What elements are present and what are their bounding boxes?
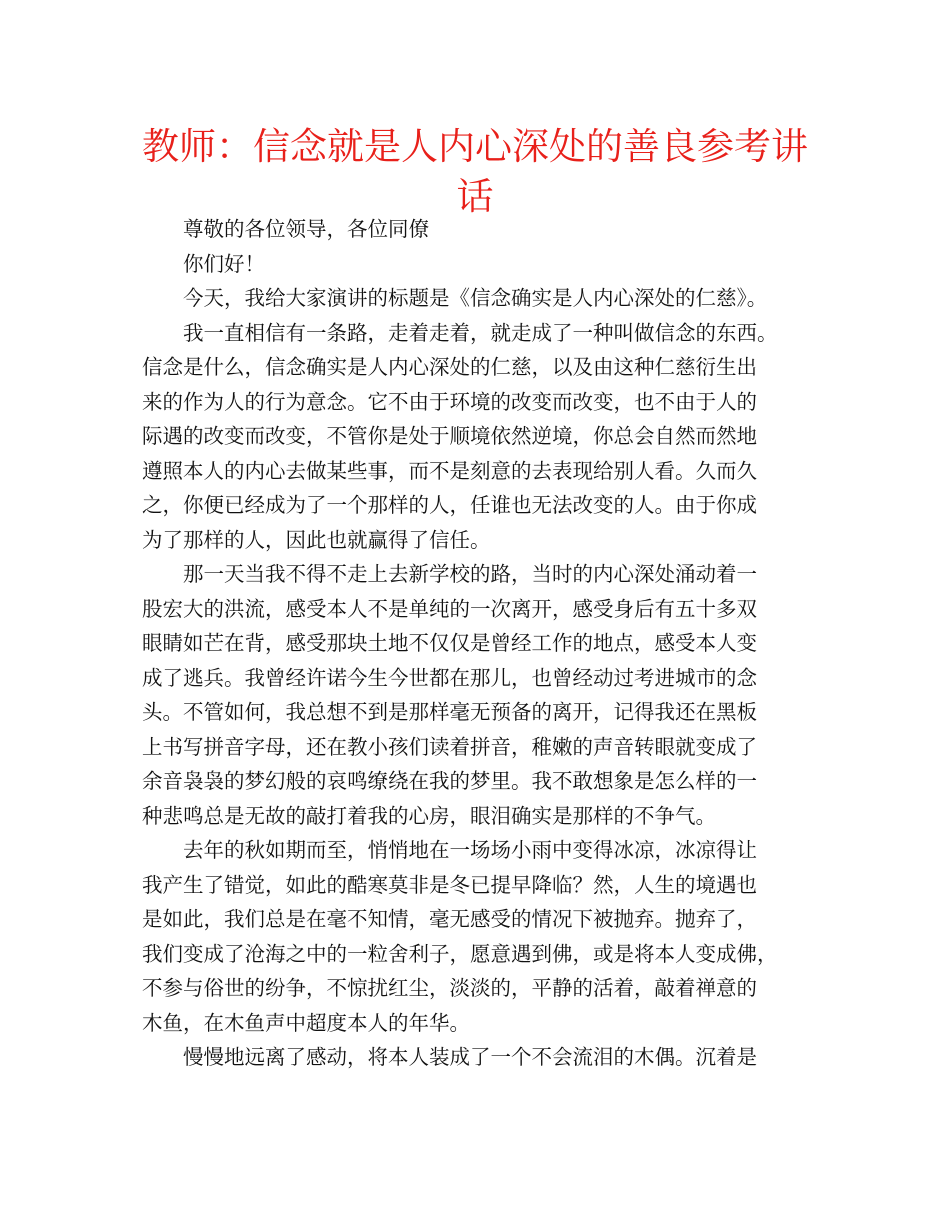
text-line: 我产生了错觉，如此的酷寒莫非是冬已提早降临？然，人生的境遇也 [142, 872, 757, 897]
text-line: 际遇的改变而改变，不管你是处于顺境依然逆境，你总会自然而然地 [142, 424, 757, 448]
document-title [140, 122, 810, 222]
text-line: 木鱼，在木鱼声中超度本人的年华。 [142, 1010, 470, 1035]
text-line: 我一直相信有一条路，走着走着，就走成了一种叫做信念的东西。 [183, 320, 778, 345]
text-line: 来的作为人的行为意念。它不由于环境的改变而改变，也不由于人的 [142, 389, 757, 414]
text-line: 成了逃兵。我曾经许诺今生今世都在那儿，也曾经动过考进城市的念 [142, 665, 757, 690]
text-line: 我们变成了沧海之中的一粒舍利子，愿意遇到佛，或是将本人变成佛， [142, 941, 778, 966]
text-line: 眼睛如芒在背，感受那块土地不仅仅是曾经工作的地点，感受本人变 [142, 631, 757, 655]
document-body [142, 212, 822, 1075]
text-line: 之，你便已经成为了一个那样的人，任谁也无法改变的人。由于你成 [142, 493, 757, 517]
text-line: 余音袅袅的梦幻般的哀鸣缭绕在我的梦里。我不敢想象是怎么样的一 [142, 769, 757, 793]
text-line: 遵照本人的内心去做某些事，而不是刻意的去表现给别人看。久而久 [142, 458, 757, 483]
text-line: 为了那样的人，因此也就赢得了信任。 [142, 527, 491, 552]
text-line: 尊敬的各位领导，各位同僚 [183, 217, 429, 241]
text-line: 股宏大的洪流，感受本人不是单纯的一次离开，感受身后有五十多双 [142, 596, 757, 621]
text-line: 信念是什么，信念确实是人内心深处的仁慈，以及由这种仁慈衍生出 [142, 355, 757, 379]
text-line: 头。不管如何，我总想不到是那样毫无预备的离开，记得我还在黑板 [142, 700, 757, 724]
text-line: 是如此，我们总是在毫不知情，毫无感受的情况下被抛弃。抛弃了， [142, 907, 757, 931]
title-line-1: 教师：信念就是人内心深处的善良参考讲 [142, 125, 808, 168]
text-line: 慢慢地远离了感动，将本人装成了一个不会流泪的木偶。沉着是 [183, 1045, 757, 1069]
text-line: 不参与俗世的纷争，不惊扰红尘，淡淡的，平静的活着，敲着禅意的 [142, 976, 757, 1000]
title-line-2: 话 [456, 175, 494, 218]
text-line: 那一天当我不得不走上去新学校的路，当时的内心深处涌动着一 [183, 562, 757, 586]
text-line: 上书写拼音字母，还在教小孩们读着拼音，稚嫩的声音转眼就变成了 [142, 734, 757, 759]
text-line: 你们好！ [183, 251, 265, 276]
text-line: 种悲鸣总是无故的敲打着我的心房，眼泪确实是那样的不争气。 [142, 803, 716, 828]
text-line: 去年的秋如期而至，悄悄地在一场场小雨中变得冰凉，冰凉得让 [183, 838, 757, 862]
text-line: 今天，我给大家演讲的标题是《信念确实是人内心深处的仁慈》。 [183, 286, 768, 310]
